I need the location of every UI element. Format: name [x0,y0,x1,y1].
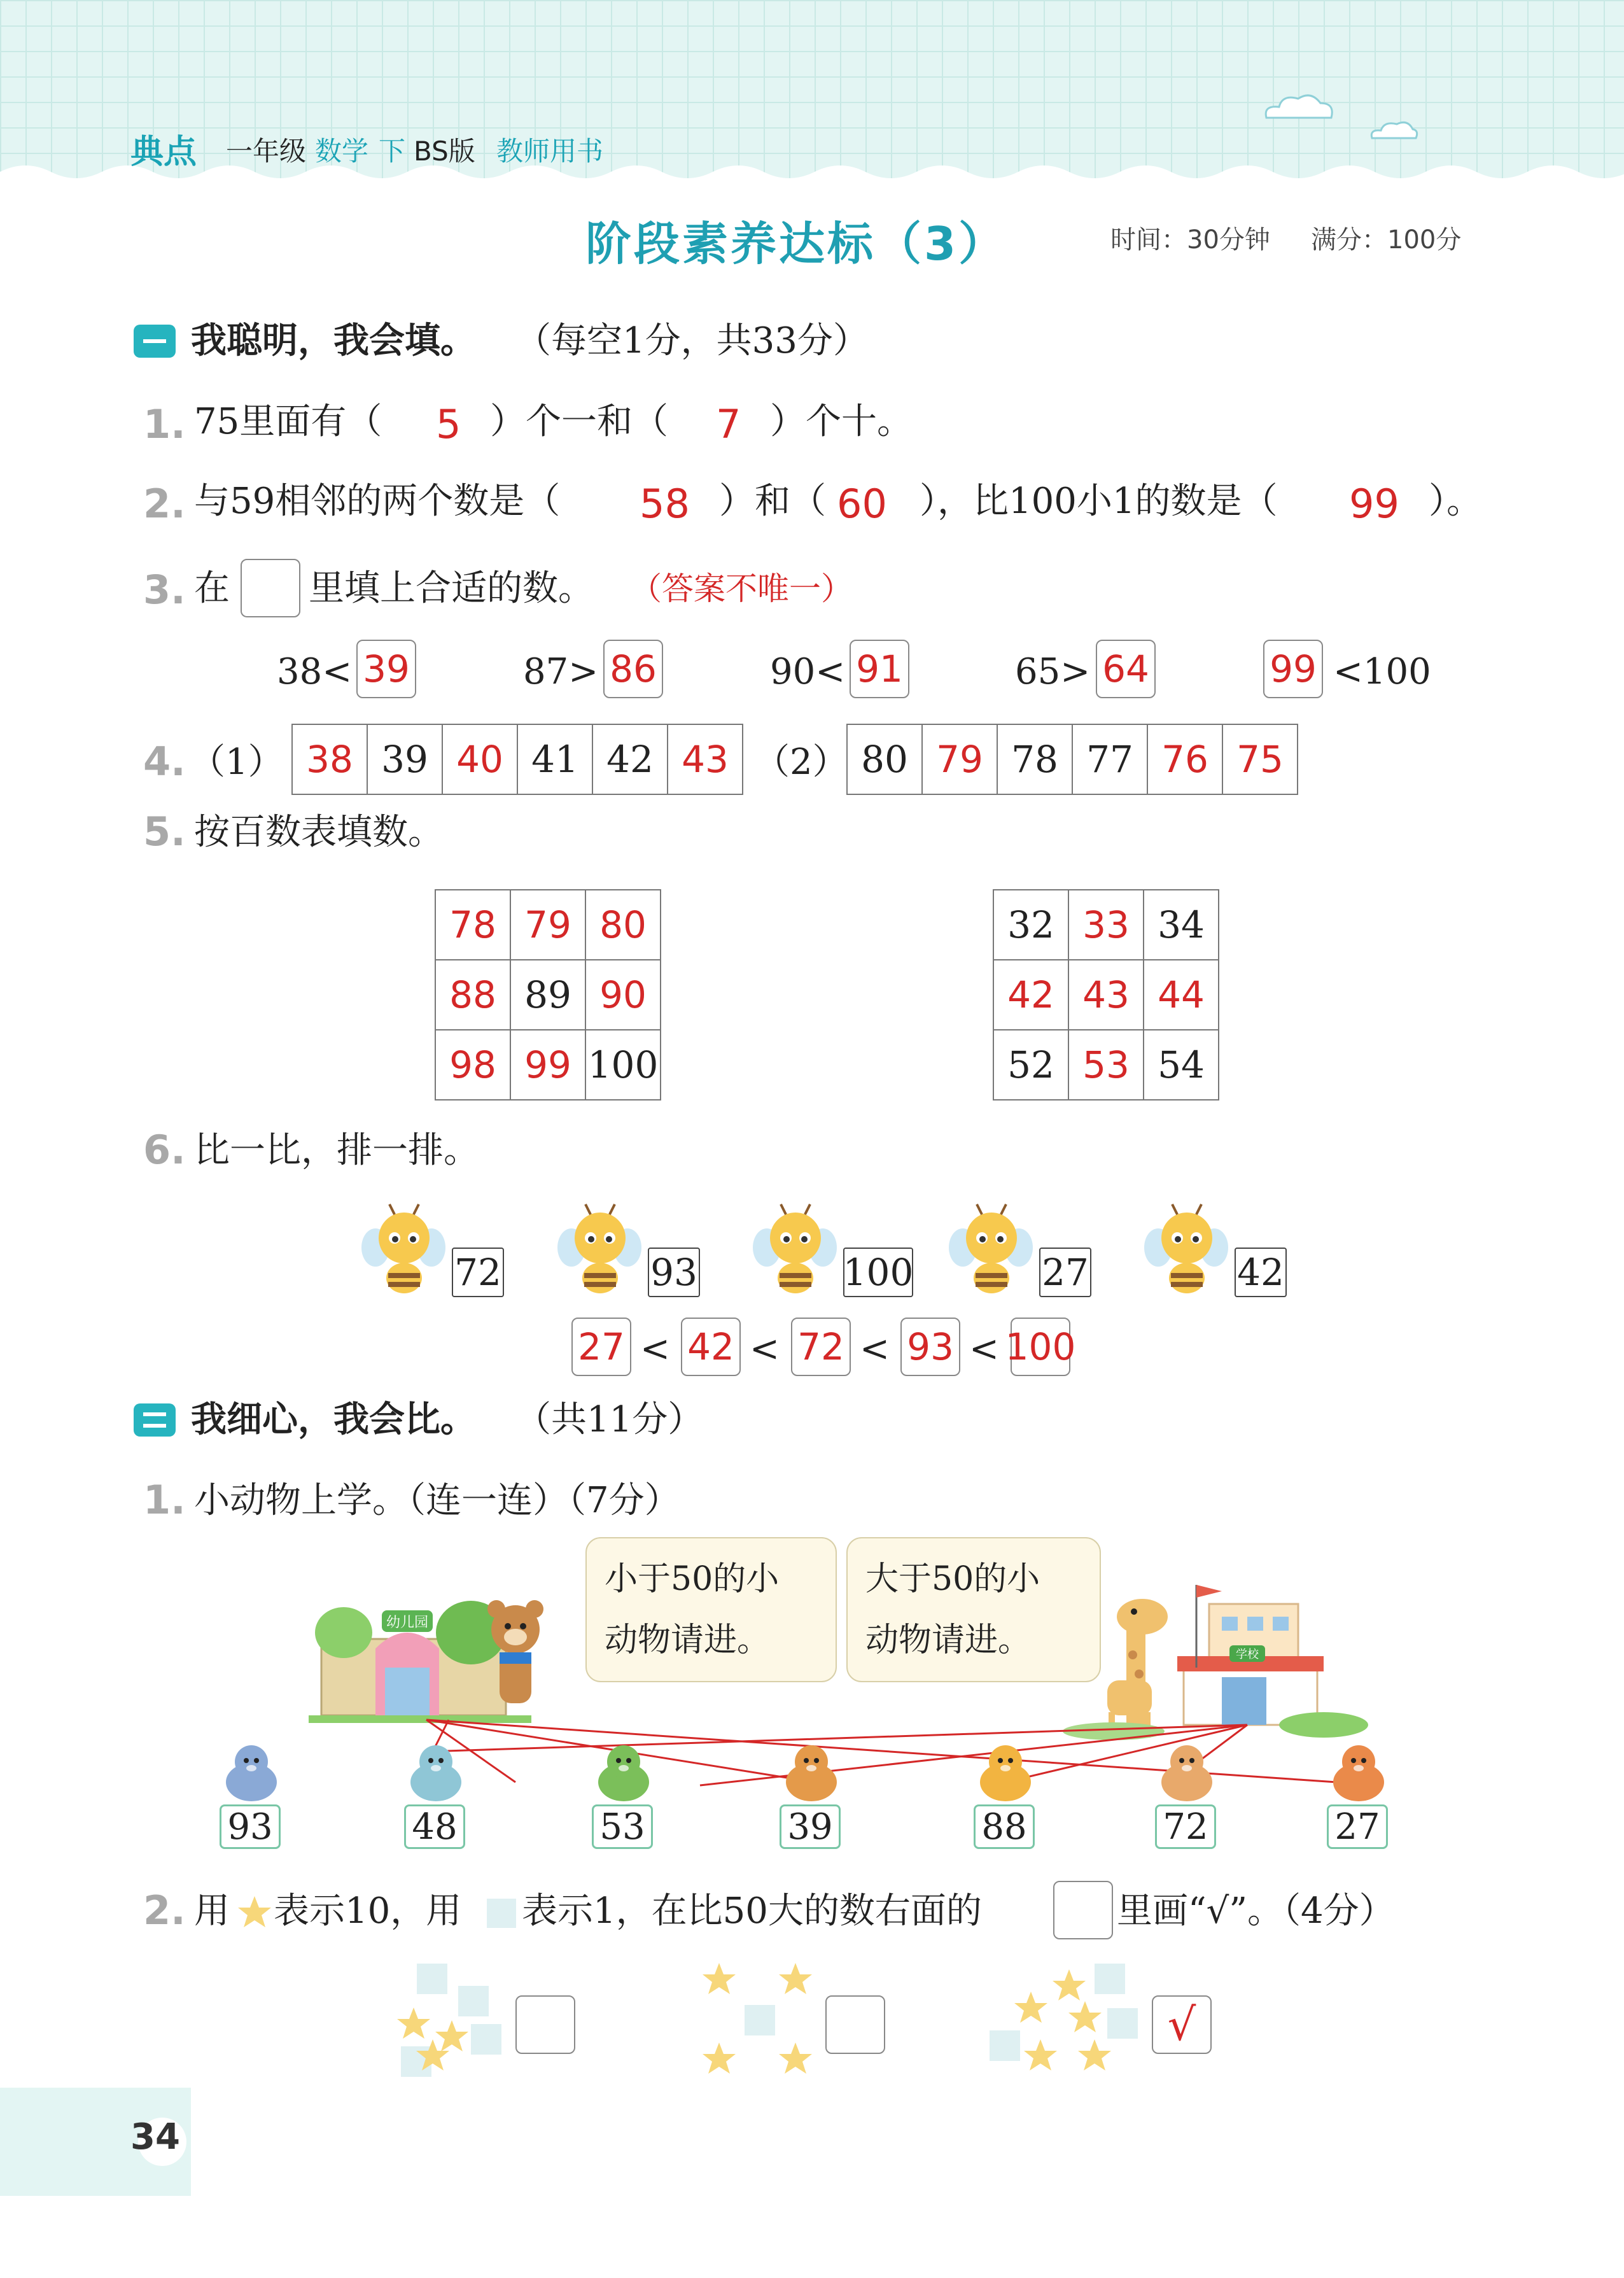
less-than-sign: < [860,1328,890,1370]
animal-number-tag: 53 [592,1804,653,1849]
bee-icon [748,1203,843,1298]
kindergarten-sign: 幼儿园 [386,1615,429,1631]
hundred-chart-1 [435,889,661,1100]
tiger-icon [967,1738,1044,1808]
q2-answer-1: 58 [640,481,690,527]
animal-number-tag: 88 [974,1804,1035,1849]
header-volume: 下 [379,136,406,167]
q2-answer-3: 99 [1349,481,1399,527]
question-number: 6. [143,1127,186,1173]
order-answer-box [1005,1318,1076,1376]
page-title: 阶段素养达标（3） [585,217,1007,271]
s2-q2-text-1: 用 [194,1890,230,1932]
turtle-icon [585,1738,662,1808]
hundred-chart-cell: 99 [510,1030,585,1100]
s2-q2-text-4: 里画“√”。（4分） [1117,1890,1395,1932]
order-answer: 27 [578,1325,625,1368]
order-answer: 100 [1005,1325,1076,1368]
bubble-line: 大于50的小 [865,1560,1040,1598]
hundred-chart-cell: 100 [585,1030,661,1100]
less-than-sign: < [640,1328,670,1370]
hundred-chart-cell: 54 [1144,1030,1219,1100]
sequence-cell: 77 [1072,724,1147,794]
answer-box-group-1 [515,1995,575,2054]
less-than-sign: < [969,1328,999,1370]
sequence-cell: 75 [1222,724,1298,794]
bee-icon [1139,1203,1235,1298]
s2-q2-text-3: 表示1，在比50大的数右面的 [522,1890,982,1932]
header-book: 教师用书 [496,136,604,167]
q3-answer-box [603,640,663,698]
q5-text: 按百数表填数。 [194,812,444,853]
page-number: 34 [130,2116,180,2158]
number-sequence-2 [846,724,1298,795]
order-answer-box [681,1318,741,1376]
bee-icon [552,1203,648,1298]
header-edition: BS版 [414,136,475,167]
less-than-sign: < [750,1328,780,1370]
question-number: 2. [143,1887,186,1934]
q3-text-2: 里填上合适的数。 [309,568,594,609]
bee-number-box: 72 [452,1248,504,1297]
order-answer: 42 [687,1325,734,1368]
hundred-chart-cell: 52 [993,1030,1068,1100]
header-subject: 数学 [315,136,369,167]
q1-answer-1: 5 [436,401,461,447]
order-answer: 93 [907,1325,954,1368]
q3-answer: 86 [610,647,657,691]
section2-points: （共11分） [515,1399,704,1440]
order-answer-box [791,1318,851,1376]
question-number: 3. [143,566,186,613]
section-badge-one [134,325,176,358]
bee-number-box: 100 [843,1248,913,1297]
s2-q1-text: 小动物上学。（连一连）（7分） [194,1480,680,1521]
hundred-chart-cell: 34 [1144,890,1219,960]
squirrel-icon [773,1738,850,1808]
sequence-cell: 78 [997,724,1072,794]
q1-text-2: ）个一和（ [490,401,668,442]
sequence-cell: 40 [442,724,517,794]
bee-number-box: 27 [1039,1248,1091,1297]
q2-text-4: ）。 [1429,481,1482,522]
cloud-icon [1260,89,1336,127]
bee-icon [944,1203,1039,1298]
question-number: 1. [143,1477,186,1523]
q2-text-3: ），比100小1的数是（ [920,481,1278,522]
fox-icon [1320,1738,1397,1808]
sequence-cell: 80 [847,724,922,794]
sequence-cell: 76 [1147,724,1222,794]
answer-box-group-3 [1152,1995,1212,2054]
answer-box-group-2 [825,1995,885,2054]
elephant-icon [398,1738,474,1808]
q3-note: （答案不唯一） [630,570,853,607]
bubble-line: 动物请进。 [605,1621,771,1659]
hundred-chart-cell: 79 [510,890,585,960]
school-sign: 学校 [1236,1648,1259,1661]
hundred-chart-cell: 42 [993,960,1068,1030]
animal-number-tag: 72 [1155,1804,1216,1849]
bubble-line: 小于50的小 [605,1560,780,1598]
answer-box-example [1053,1881,1113,1939]
q2-answer-2: 60 [837,481,887,527]
matching-scene [305,1572,1400,1890]
sequence-cell: 39 [367,724,442,794]
q1-text-1: 75里面有（ [194,401,382,442]
q3-answer: 39 [363,647,410,691]
q3-answer-box [1263,640,1323,698]
animal-number-tag: 93 [220,1804,281,1849]
q2-text-2: ）和（ [719,481,826,522]
order-answer-box [900,1318,960,1376]
q4-part1-label: （1） [190,742,284,783]
q3-item-left: 87> [523,651,599,693]
hundred-chart-cell: 33 [1068,890,1144,960]
q2-text-1: 与59相邻的两个数是（ [194,481,561,522]
sequence-cell: 41 [517,724,592,794]
sequence-cell: 42 [592,724,668,794]
q4-part2-label: （2） [754,742,848,783]
star-icon [235,1894,274,1930]
section1-heading: 我聪明，我会填。 [191,320,476,362]
section2-heading: 我细心，我会比。 [191,1399,476,1440]
hundred-chart-cell: 32 [993,890,1068,960]
order-answer: 72 [797,1325,844,1368]
q3-answer-box [1096,640,1156,698]
hundred-chart-cell: 88 [435,960,510,1030]
question-number: 5. [143,808,186,855]
full-score: 满分：100分 [1311,225,1462,255]
square-icon [487,1899,516,1928]
time-limit: 时间：30分钟 [1110,225,1270,255]
animal-number-tag: 48 [404,1804,465,1849]
hundred-chart-cell: 80 [585,890,661,960]
q3-item-right: <100 [1333,651,1431,693]
giraffe-icon [1107,1599,1168,1738]
number-sequence-1 [291,724,743,795]
bee-number-box: 42 [1235,1248,1287,1297]
animal-number-tag: 27 [1327,1804,1388,1849]
sequence-cell: 43 [668,724,743,794]
sequence-cell: 79 [922,724,997,794]
hundred-chart-cell: 53 [1068,1030,1144,1100]
mouse-icon [213,1738,290,1808]
q3-text-1: 在 [194,568,230,609]
q3-answer: 99 [1270,647,1317,691]
section-badge-two [134,1403,176,1437]
check-mark: √ [1167,1999,1196,2051]
hundred-chart-cell: 78 [435,890,510,960]
q3-item-left: 90< [770,651,846,693]
hundred-chart-cell: 98 [435,1030,510,1100]
answer-box-example [241,559,300,617]
s2-q2-text-2: 表示10，用 [274,1890,462,1932]
brand-logo: 典点 [130,133,197,171]
q3-answer: 64 [1102,647,1149,691]
bee-icon [356,1203,452,1298]
q6-text: 比一比，排一排。 [194,1130,479,1171]
q3-item-left: 38< [277,651,353,693]
q3-answer-box [850,640,909,698]
q1-answer-2: 7 [716,401,741,447]
hundred-chart-cell: 90 [585,960,661,1030]
question-number: 1. [143,401,186,447]
q3-answer: 91 [856,647,903,691]
deer-icon [1149,1738,1225,1808]
order-answer-box [571,1318,631,1376]
question-number: 2. [143,481,186,527]
section1-points: （每空1分，共33分） [515,320,869,362]
sequence-cell: 38 [292,724,367,794]
hundred-chart-cell: 44 [1144,960,1219,1030]
header-grade: 一年级 [226,136,307,167]
bubble-line: 动物请进。 [865,1621,1032,1659]
hundred-chart-2 [993,889,1219,1100]
question-number: 4. [143,738,186,785]
cloud-icon [1368,118,1419,143]
hundred-chart-cell: 89 [510,960,585,1030]
hundred-chart-cell: 43 [1068,960,1144,1030]
q1-text-3: ）个十。 [770,401,913,442]
bee-number-box: 93 [648,1248,700,1297]
q3-item-left: 65> [1015,651,1091,693]
animal-number-tag: 39 [780,1804,841,1849]
q3-answer-box [356,640,416,698]
